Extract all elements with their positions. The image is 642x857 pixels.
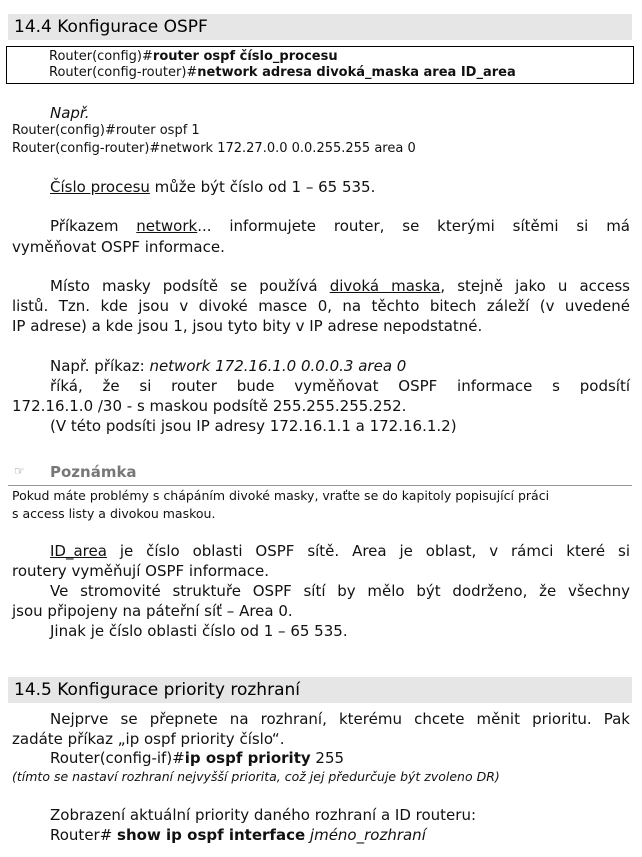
syntax-prefix: Router(config-router)#: [49, 65, 198, 80]
paragraph-line: zadáte příkaz „ip ospf priority číslo“.: [12, 730, 285, 748]
note-divider: [8, 485, 632, 486]
pointing-hand-icon: ☞: [14, 464, 25, 478]
example-label: Např.: [50, 104, 90, 122]
show-interface-command: Router# show ip ospf interface jméno_rozhraní: [50, 826, 426, 844]
paragraph-line: (V této podsíti jsou IP adresy 172.16.1.1 a 172.16.1.2): [50, 417, 457, 435]
example-line: Router(config-router)#network 172.27.0.0 0.0.255.255 area 0: [12, 141, 416, 156]
syntax-line-router-ospf: [49, 49, 338, 64]
paragraph-line: Místo masky podsítě se používá divoká maska, stejně jako u access: [50, 277, 630, 295]
syntax-prefix: Router(config)#: [49, 49, 153, 64]
command-syntax-box: [6, 46, 634, 84]
example-line: Router(config)#router ospf 1: [12, 123, 200, 138]
priority-command-note: (tímto se nastaví rozhraní nejvyšší priorita, což jej předurčuje být zvoleno DR): [12, 769, 500, 784]
paragraph-line: Jinak je číslo oblasti číslo od 1 – 65 535.: [50, 622, 348, 640]
paragraph-line: Nejprve se přepnete na rozhraní, kterému chcete měnit prioritu. Pak: [50, 710, 630, 728]
paragraph-line: 172.16.1.0 /30 - s maskou podsítě 255.255.255.252.: [12, 397, 407, 415]
paragraph-line: routery vyměňují OSPF informace.: [12, 562, 270, 580]
paragraph-line: ID_area je číslo oblasti OSPF sítě. Area je oblast, v rámci které si: [50, 542, 630, 560]
note-text: Pokud máte problémy s chápáním divoké masky, vraťte se do kapitoly popisující práci: [12, 488, 550, 503]
paragraph-line: Např. příkaz: network 172.16.1.0 0.0.0.3 area 0: [50, 357, 407, 375]
paragraph-line: jsou připojeny na páteřní síť – Area 0.: [12, 602, 293, 620]
section-heading-ospf: 14.4 Konfigurace OSPF: [8, 14, 632, 40]
paragraph-line: vyměňovat OSPF informace.: [12, 238, 225, 256]
note-text: s access listy a divokou maskou.: [12, 506, 216, 521]
priority-command: Router(config-if)#ip ospf priority 255: [50, 749, 345, 767]
paragraph-line: Příkazem network... informujete router, se kterými sítěmi si má: [50, 217, 630, 235]
paragraph-line: říká, že si router bude vyměňovat OSPF informace s podsítí: [50, 377, 630, 395]
paragraph-line: Ve stromovité struktuře OSPF sítí by mělo být dodrženo, že všechny: [50, 582, 630, 600]
paragraph-line: listů. Tzn. kde jsou v divoké masce 0, na těchto bitech záleží (v uvedené: [12, 297, 630, 315]
paragraph-process-number: Číslo procesu může být číslo od 1 – 65 535.: [50, 178, 376, 196]
paragraph-line: IP adrese) a kde jsou 1, jsou tyto bity v IP adrese nepodstatné.: [12, 317, 483, 335]
syntax-command: router ospf číslo_procesu: [152, 49, 338, 64]
syntax-command: network adresa divoká_maska area ID_area: [197, 65, 516, 80]
syntax-line-network: [49, 65, 516, 80]
note-title: Poznámka: [50, 463, 137, 481]
section-heading-priority: 14.5 Konfigurace priority rozhraní: [8, 677, 632, 703]
paragraph-line: Zobrazení aktuální priority daného rozhraní a ID routeru:: [50, 806, 476, 824]
